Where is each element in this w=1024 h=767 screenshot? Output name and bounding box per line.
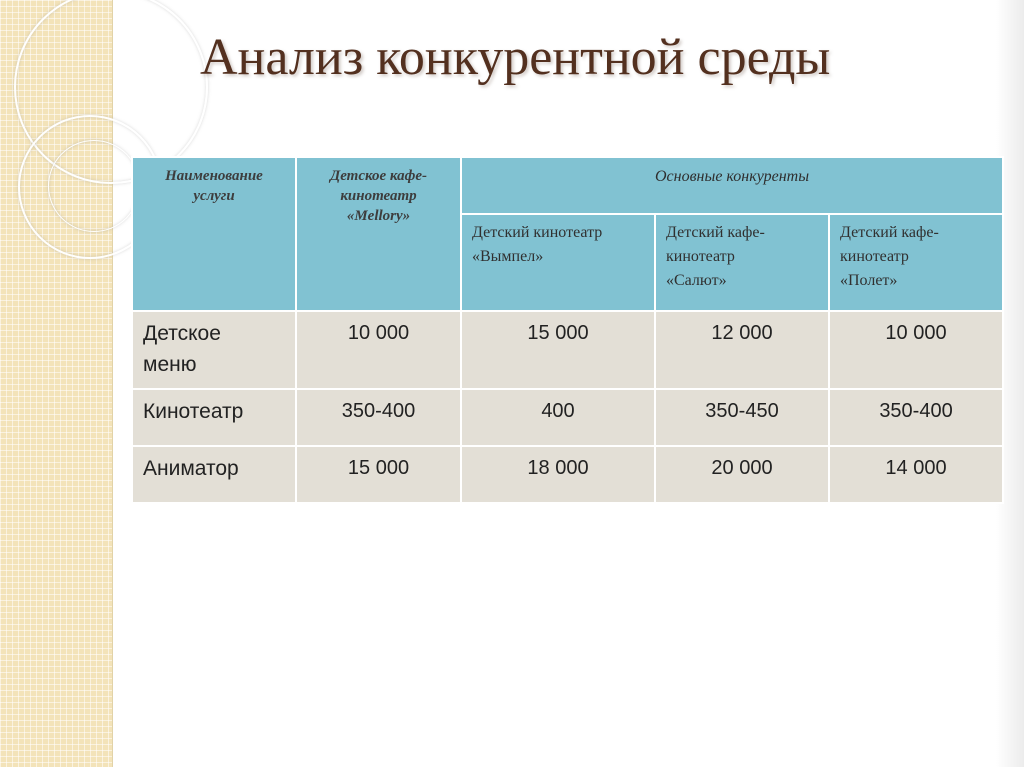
table-cell: 350-450 (655, 389, 829, 446)
header-competitor-line: «Вымпел» (472, 248, 544, 265)
table-row (132, 311, 1003, 389)
row-label-line: Аниматор (143, 457, 239, 480)
row-label-animator (132, 446, 296, 503)
table-cell: 400 (461, 389, 655, 446)
slide-title: Анализ конкурентной среды (200, 29, 831, 86)
table-cell: 20 000 (655, 446, 829, 503)
header-competitor-line: кинотеатр (666, 248, 735, 265)
header-competitor-line: Детский кафе- (840, 224, 939, 241)
header-service (132, 157, 296, 311)
table-cell: 15 000 (296, 446, 461, 503)
header-competitor-2 (655, 214, 829, 311)
header-competitors-group: Основные конкуренты (461, 157, 1003, 214)
table-cell: 350-400 (829, 389, 1003, 446)
table-cell: 12 000 (655, 311, 829, 389)
header-competitor-line: «Салют» (666, 272, 727, 289)
row-label-line: Кинотеатр (143, 400, 244, 423)
header-competitor-line: «Полет» (840, 272, 898, 289)
header-service-line: услуги (193, 188, 235, 204)
competition-table (131, 156, 1004, 504)
header-own-cafe (296, 157, 461, 311)
table-cell: 10 000 (829, 311, 1003, 389)
header-own-line: Детское кафе- (329, 168, 428, 184)
header-own-line: «Mellory» (346, 208, 411, 224)
table-cell: 350-400 (296, 389, 461, 446)
table-cell: 10 000 (296, 311, 461, 389)
header-competitor-line: Детский кинотеатр (472, 224, 603, 241)
header-service-line: Наименование (165, 168, 263, 184)
row-label-line: Детское (143, 322, 221, 345)
row-label-kids-menu (132, 311, 296, 389)
table-row (132, 389, 1003, 446)
header-competitor-line: Детский кафе- (666, 224, 765, 241)
table-row (132, 446, 1003, 503)
row-label-line: меню (143, 353, 197, 376)
table-header-row (132, 157, 1003, 214)
table-cell: 15 000 (461, 311, 655, 389)
table-cell: 14 000 (829, 446, 1003, 503)
header-competitor-3 (829, 214, 1003, 311)
table-cell: 18 000 (461, 446, 655, 503)
decorative-ring-small (48, 140, 140, 232)
header-competitor-line: кинотеатр (840, 248, 909, 265)
row-label-cinema (132, 389, 296, 446)
header-competitor-1 (461, 214, 655, 311)
header-own-line: кинотеатр (340, 188, 417, 204)
